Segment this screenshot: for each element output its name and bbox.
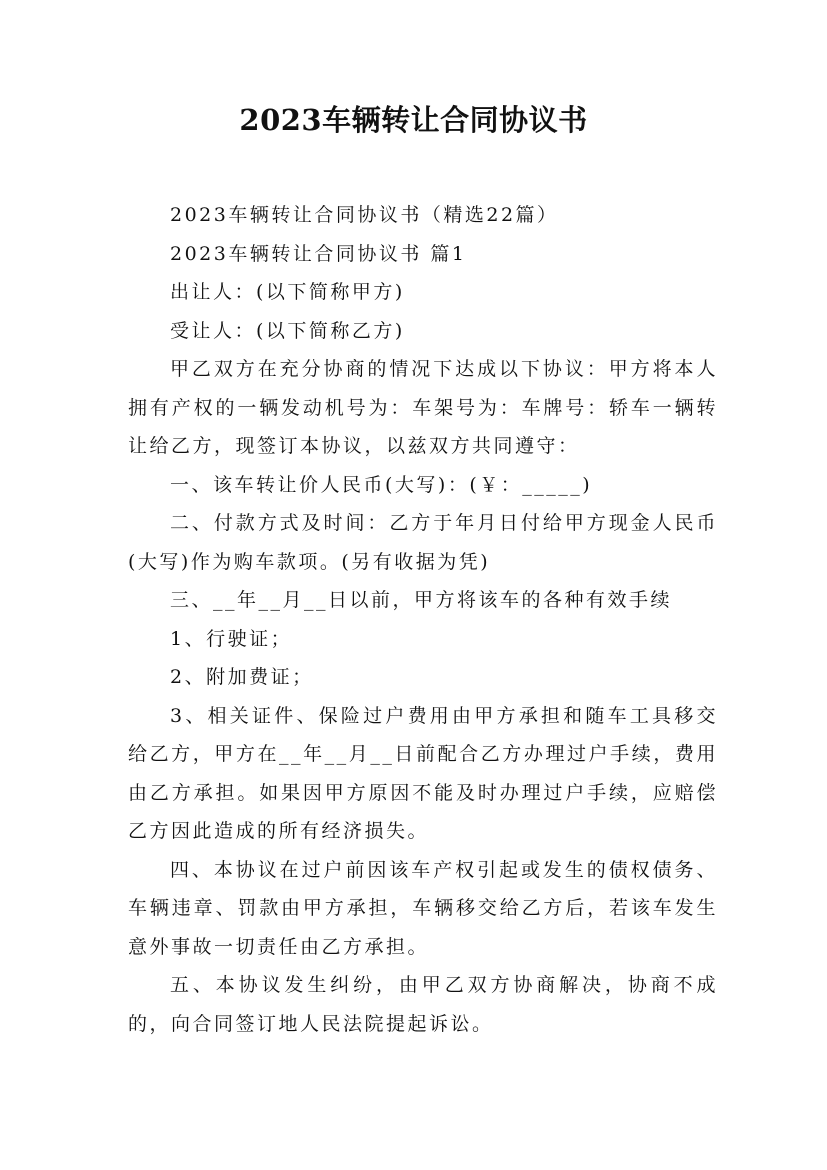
paragraph-clause-payment: 二、付款方式及时间：乙方于年月日付给甲方现金人民币(大写)作为购车款项。(另有收据为凭): [128, 512, 718, 573]
paragraph-section-heading: 2023车辆转让合同协议书 篇1: [170, 242, 467, 265]
paragraph-clause-documents: 三、__年__月__日以前，甲方将该车的各种有效手续: [170, 589, 673, 611]
paragraph-clause-dispute: 五、本协议发生纠纷，由甲乙双方协商解决，协商不成的，向合同签订地人民法院提起诉讼。: [128, 974, 718, 1035]
paragraph-item-fee-certificate: 2、附加费证；: [170, 666, 314, 688]
paragraph-transferee: 受让人：(以下简称乙方): [170, 319, 405, 342]
paragraph-clause-liability: 四、本协议在过户前因该车产权引起或发生的债权债务、车辆违章、罚款由甲方承担，车辆移交给乙方后，若该车发生意外事故一切责任由乙方承担。: [128, 858, 718, 958]
document-body: [128, 196, 718, 1043]
paragraph-item-license: 1、行驶证；: [170, 627, 293, 650]
paragraph-agreement-intro: 甲乙双方在充分协商的情况下达成以下协议：甲方将本人拥有产权的一辆发动机号为：车架号为：车牌号：轿车一辆转让给乙方，现签订本协议，以兹双方共同遵守：: [128, 358, 718, 457]
paragraph-clause-price: 一、该车转让价人民币(大写)：(￥：_____): [170, 473, 593, 496]
paragraph-item-related-documents: 3、相关证件、保险过户费用由甲方承担和随车工具移交给乙方，甲方在__年__月__日前配合乙方办理过户手续，费用由乙方承担。如果因甲方原因不能及时办理过户手续，应赔偿乙方因此造成的所有经济损失。: [128, 704, 718, 842]
document-title: 2023车辆转让合同协议书: [239, 103, 588, 137]
paragraph-subtitle: 2023车辆转让合同协议书（精选22篇）: [170, 204, 559, 226]
paragraph-transferor: 出让人：(以下简称甲方): [170, 281, 405, 303]
